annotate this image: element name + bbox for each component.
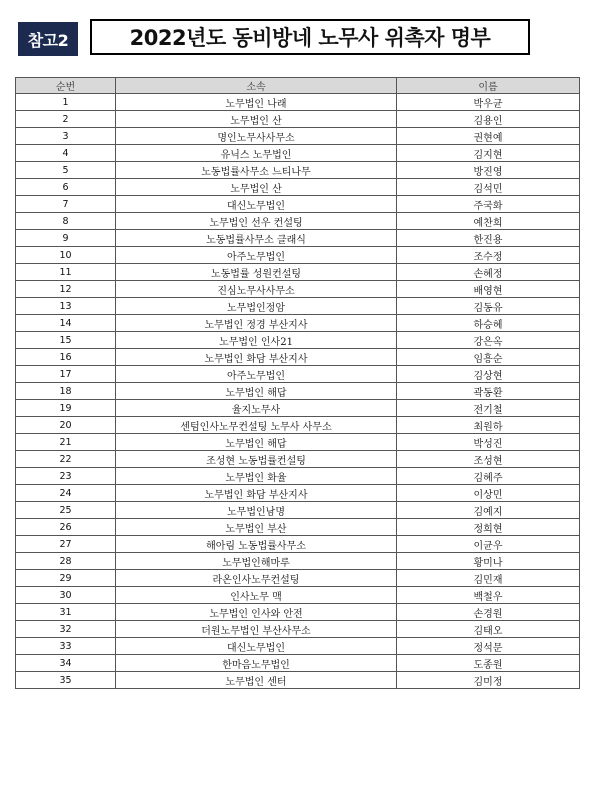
- reference-badge: 참고2: [18, 22, 78, 56]
- document-title: 2022년도 동비방네 노무사 위촉자 명부: [90, 19, 530, 55]
- table-row: [16, 247, 580, 264]
- table-row: [16, 621, 580, 638]
- cell-number: 27: [16, 536, 116, 553]
- cell-number: 3: [16, 128, 116, 145]
- table-row: [16, 196, 580, 213]
- cell-affiliation: 노무법인 화담 부산지사: [116, 485, 397, 502]
- cell-affiliation: 대신노무법인: [116, 638, 397, 655]
- cell-number: 31: [16, 604, 116, 621]
- cell-name: 임흥순: [397, 349, 580, 366]
- cell-affiliation: 대신노무법인: [116, 196, 397, 213]
- roster-body: [16, 94, 580, 689]
- cell-name: 김태오: [397, 621, 580, 638]
- cell-name: 손혜정: [397, 264, 580, 281]
- cell-number: 5: [16, 162, 116, 179]
- cell-affiliation: 해아림 노동법률사무소: [116, 536, 397, 553]
- table-row: [16, 179, 580, 196]
- cell-number: 2: [16, 111, 116, 128]
- cell-affiliation: 노동법률 성원컨설팅: [116, 264, 397, 281]
- cell-number: 1: [16, 94, 116, 111]
- cell-name: 예찬희: [397, 213, 580, 230]
- table-row: [16, 128, 580, 145]
- cell-number: 13: [16, 298, 116, 315]
- cell-affiliation: 노무법인남명: [116, 502, 397, 519]
- cell-number: 34: [16, 655, 116, 672]
- cell-number: 26: [16, 519, 116, 536]
- cell-number: 21: [16, 434, 116, 451]
- cell-number: 18: [16, 383, 116, 400]
- cell-number: 28: [16, 553, 116, 570]
- cell-name: 김민재: [397, 570, 580, 587]
- cell-name: 이균우: [397, 536, 580, 553]
- cell-number: 23: [16, 468, 116, 485]
- cell-affiliation: 노무법인 선우 컨설팅: [116, 213, 397, 230]
- cell-name: 한진용: [397, 230, 580, 247]
- cell-number: 25: [16, 502, 116, 519]
- cell-name: 권현예: [397, 128, 580, 145]
- cell-affiliation: 라온인사노무컨설팅: [116, 570, 397, 587]
- cell-affiliation: 센텀인사노무컨설팅 노무사 사무소: [116, 417, 397, 434]
- cell-number: 30: [16, 587, 116, 604]
- cell-name: 도종원: [397, 655, 580, 672]
- cell-name: 손경원: [397, 604, 580, 621]
- cell-name: 김상현: [397, 366, 580, 383]
- column-header-name: 이름: [397, 78, 580, 94]
- cell-affiliation: 노무법인 해답: [116, 434, 397, 451]
- cell-affiliation: 노무법인정암: [116, 298, 397, 315]
- cell-number: 8: [16, 213, 116, 230]
- cell-number: 32: [16, 621, 116, 638]
- cell-number: 11: [16, 264, 116, 281]
- table-row: [16, 332, 580, 349]
- cell-affiliation: 아주노무법인: [116, 366, 397, 383]
- cell-affiliation: 인사노무 맥: [116, 587, 397, 604]
- cell-number: 24: [16, 485, 116, 502]
- cell-name: 황미나: [397, 553, 580, 570]
- cell-affiliation: 아주노무법인: [116, 247, 397, 264]
- cell-number: 9: [16, 230, 116, 247]
- table-row: [16, 655, 580, 672]
- cell-number: 6: [16, 179, 116, 196]
- table-row: [16, 672, 580, 689]
- cell-number: 33: [16, 638, 116, 655]
- table-row: [16, 298, 580, 315]
- cell-name: 박우균: [397, 94, 580, 111]
- table-header-row: [16, 78, 580, 94]
- table-row: [16, 417, 580, 434]
- cell-name: 김예지: [397, 502, 580, 519]
- table-row: [16, 145, 580, 162]
- cell-affiliation: 노무법인 부산: [116, 519, 397, 536]
- cell-affiliation: 노무법인해마루: [116, 553, 397, 570]
- column-header-affiliation: 소속: [116, 78, 397, 94]
- table-row: [16, 570, 580, 587]
- cell-number: 12: [16, 281, 116, 298]
- cell-name: 김석민: [397, 179, 580, 196]
- cell-number: 7: [16, 196, 116, 213]
- table-row: [16, 213, 580, 230]
- table-row: [16, 451, 580, 468]
- table-row: [16, 315, 580, 332]
- cell-affiliation: 조성현 노동법률컨설팅: [116, 451, 397, 468]
- cell-number: 20: [16, 417, 116, 434]
- cell-name: 김동유: [397, 298, 580, 315]
- table-row: [16, 638, 580, 655]
- cell-number: 35: [16, 672, 116, 689]
- cell-name: 전기철: [397, 400, 580, 417]
- cell-name: 정희현: [397, 519, 580, 536]
- cell-number: 16: [16, 349, 116, 366]
- cell-name: 김지현: [397, 145, 580, 162]
- cell-name: 방진영: [397, 162, 580, 179]
- cell-affiliation: 명인노무사사무소: [116, 128, 397, 145]
- cell-affiliation: 더원노무법인 부산사무소: [116, 621, 397, 638]
- cell-affiliation: 진심노무사사무소: [116, 281, 397, 298]
- cell-name: 곽동환: [397, 383, 580, 400]
- table-row: [16, 264, 580, 281]
- cell-number: 22: [16, 451, 116, 468]
- cell-affiliation: 노무법인 해답: [116, 383, 397, 400]
- table-row: [16, 111, 580, 128]
- cell-affiliation: 노동법률사무소 클래식: [116, 230, 397, 247]
- cell-name: 하승혜: [397, 315, 580, 332]
- column-header-number: 순번: [16, 78, 116, 94]
- cell-name: 조수정: [397, 247, 580, 264]
- cell-number: 29: [16, 570, 116, 587]
- cell-name: 백철우: [397, 587, 580, 604]
- table-row: [16, 94, 580, 111]
- cell-affiliation: 한마음노무법인: [116, 655, 397, 672]
- cell-name: 김미정: [397, 672, 580, 689]
- table-row: [16, 587, 580, 604]
- cell-affiliation: 노무법인 산: [116, 179, 397, 196]
- table-row: [16, 468, 580, 485]
- table-row: [16, 281, 580, 298]
- cell-affiliation: 노무법인 인사와 안전: [116, 604, 397, 621]
- table-row: [16, 434, 580, 451]
- table-row: [16, 502, 580, 519]
- cell-name: 김혜주: [397, 468, 580, 485]
- cell-name: 강은옥: [397, 332, 580, 349]
- cell-name: 박성진: [397, 434, 580, 451]
- cell-affiliation: 유닉스 노무법인: [116, 145, 397, 162]
- cell-affiliation: 노무법인 센터: [116, 672, 397, 689]
- cell-affiliation: 노동법률사무소 느티나무: [116, 162, 397, 179]
- cell-name: 배영현: [397, 281, 580, 298]
- cell-number: 19: [16, 400, 116, 417]
- table-row: [16, 400, 580, 417]
- cell-name: 김용인: [397, 111, 580, 128]
- cell-name: 조성현: [397, 451, 580, 468]
- cell-affiliation: 노무법인 인사21: [116, 332, 397, 349]
- cell-name: 이상민: [397, 485, 580, 502]
- cell-affiliation: 노무법인 산: [116, 111, 397, 128]
- cell-affiliation: 노무법인 화율: [116, 468, 397, 485]
- table-row: [16, 536, 580, 553]
- cell-number: 14: [16, 315, 116, 332]
- cell-affiliation: 율지노무사: [116, 400, 397, 417]
- table-row: [16, 349, 580, 366]
- cell-number: 15: [16, 332, 116, 349]
- table-row: [16, 366, 580, 383]
- cell-affiliation: 노무법인 정경 부산지사: [116, 315, 397, 332]
- table-row: [16, 604, 580, 621]
- cell-number: 10: [16, 247, 116, 264]
- cell-affiliation: 노무법인 화담 부산지사: [116, 349, 397, 366]
- cell-name: 정석문: [397, 638, 580, 655]
- table-row: [16, 383, 580, 400]
- cell-name: 최원하: [397, 417, 580, 434]
- cell-number: 4: [16, 145, 116, 162]
- table-row: [16, 553, 580, 570]
- table-row: [16, 162, 580, 179]
- table-row: [16, 485, 580, 502]
- table-row: [16, 230, 580, 247]
- roster-table: [15, 77, 580, 689]
- cell-number: 17: [16, 366, 116, 383]
- cell-name: 주국화: [397, 196, 580, 213]
- cell-affiliation: 노무법인 나래: [116, 94, 397, 111]
- table-row: [16, 519, 580, 536]
